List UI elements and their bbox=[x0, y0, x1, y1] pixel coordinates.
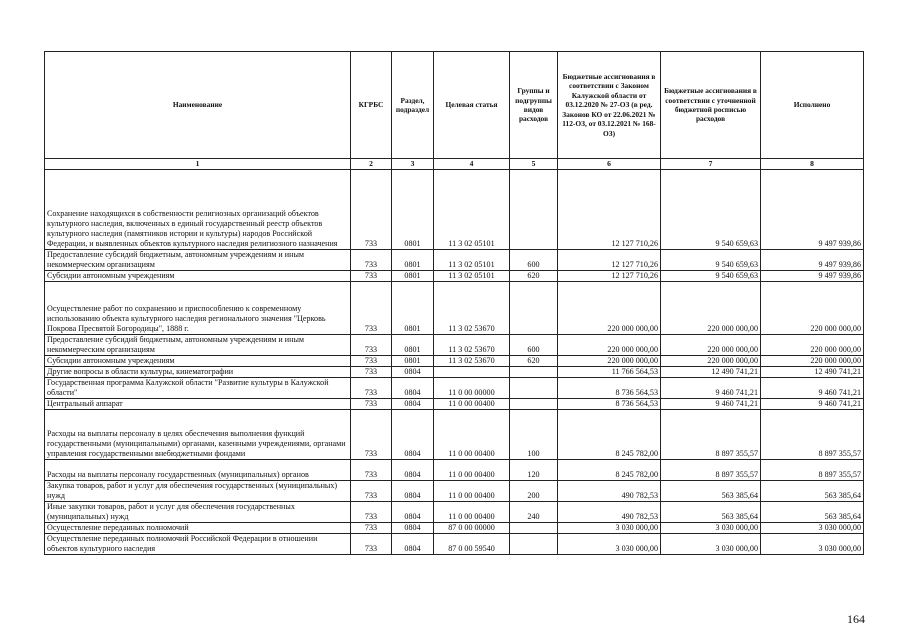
row-law-amount: 12 127 710,26 bbox=[558, 271, 661, 282]
row-law-amount: 8 736 564,53 bbox=[558, 378, 661, 399]
row-name: Расходы на выплаты персоналу в целях обеспечения выполнения функций государственными (муниципальными) органами, казенными учреждениями, органами управления государственными внебюджетными фондами bbox=[45, 410, 351, 460]
row-law-amount: 3 030 000,00 bbox=[558, 523, 661, 534]
row-section: 0801 bbox=[392, 282, 434, 335]
table-row bbox=[45, 170, 864, 250]
row-done-amount: 563 385,64 bbox=[761, 502, 864, 523]
header-law: Бюджетные ассигнования в соответствии с Законом Калужской области от 03.12.2020 № 27-ОЗ (в ред. Законов КО от 22.06.2021 № 112-ОЗ, от 03.12.2021 № 168-ОЗ) bbox=[558, 52, 661, 159]
table-row bbox=[45, 271, 864, 282]
row-section: 0804 bbox=[392, 502, 434, 523]
row-kgrbs: 733 bbox=[351, 271, 392, 282]
header-row bbox=[45, 52, 864, 159]
table-row bbox=[45, 460, 864, 481]
row-budget-amount: 9 460 741,21 bbox=[661, 378, 761, 399]
row-name: Предоставление субсидий бюджетным, автономным учреждениям и иным некоммерческим организациям bbox=[45, 250, 351, 271]
column-number-row bbox=[45, 159, 864, 170]
row-done-amount: 9 460 741,21 bbox=[761, 399, 864, 410]
row-target: 11 0 00 00400 bbox=[434, 410, 510, 460]
table-row bbox=[45, 502, 864, 523]
row-kgrbs: 733 bbox=[351, 356, 392, 367]
row-kgrbs: 733 bbox=[351, 282, 392, 335]
row-budget-amount: 9 460 741,21 bbox=[661, 399, 761, 410]
header-budget: Бюджетные ассигнования в соответствии с уточненной бюджетной росписью расходов bbox=[661, 52, 761, 159]
header-name: Наименование bbox=[45, 52, 351, 159]
row-budget-amount: 9 540 659,63 bbox=[661, 250, 761, 271]
row-section: 0804 bbox=[392, 460, 434, 481]
row-budget-amount: 3 030 000,00 bbox=[661, 534, 761, 555]
row-name: Осуществление переданных полномочий bbox=[45, 523, 351, 534]
table-row bbox=[45, 367, 864, 378]
row-target: 11 3 02 05101 bbox=[434, 271, 510, 282]
row-target bbox=[434, 367, 510, 378]
row-group bbox=[510, 534, 558, 555]
row-group: 120 bbox=[510, 460, 558, 481]
row-name: Государственная программа Калужской области "Развитие культуры в Калужской области" bbox=[45, 378, 351, 399]
row-law-amount: 8 245 782,00 bbox=[558, 460, 661, 481]
row-name: Субсидии автономным учреждениям bbox=[45, 356, 351, 367]
row-group bbox=[510, 399, 558, 410]
row-done-amount: 9 497 939,86 bbox=[761, 250, 864, 271]
row-group: 100 bbox=[510, 410, 558, 460]
row-group bbox=[510, 282, 558, 335]
row-law-amount: 3 030 000,00 bbox=[558, 534, 661, 555]
row-section: 0801 bbox=[392, 250, 434, 271]
row-kgrbs: 733 bbox=[351, 367, 392, 378]
row-section: 0804 bbox=[392, 523, 434, 534]
row-section: 0801 bbox=[392, 335, 434, 356]
row-budget-amount: 9 540 659,63 bbox=[661, 271, 761, 282]
row-kgrbs: 733 bbox=[351, 378, 392, 399]
row-done-amount: 9 497 939,86 bbox=[761, 170, 864, 250]
row-section: 0804 bbox=[392, 410, 434, 460]
row-group: 620 bbox=[510, 271, 558, 282]
header-kgrbs: КГРБС bbox=[351, 52, 392, 159]
column-number: 8 bbox=[761, 159, 864, 170]
row-target: 11 3 02 05101 bbox=[434, 250, 510, 271]
row-budget-amount: 9 540 659,63 bbox=[661, 170, 761, 250]
row-law-amount: 12 127 710,26 bbox=[558, 250, 661, 271]
row-law-amount: 490 782,53 bbox=[558, 502, 661, 523]
row-law-amount: 220 000 000,00 bbox=[558, 335, 661, 356]
row-done-amount: 3 030 000,00 bbox=[761, 534, 864, 555]
row-target: 11 0 00 00400 bbox=[434, 481, 510, 502]
column-number: 6 bbox=[558, 159, 661, 170]
page-number: 164 bbox=[847, 612, 865, 626]
row-done-amount: 3 030 000,00 bbox=[761, 523, 864, 534]
column-number: 2 bbox=[351, 159, 392, 170]
table-row bbox=[45, 378, 864, 399]
table-row bbox=[45, 282, 864, 335]
budget-table bbox=[44, 51, 864, 555]
row-budget-amount: 12 490 741,21 bbox=[661, 367, 761, 378]
row-name: Иные закупки товаров, работ и услуг для обеспечения государственных (муниципальных) нужд bbox=[45, 502, 351, 523]
row-budget-amount: 563 385,64 bbox=[661, 502, 761, 523]
column-number: 1 bbox=[45, 159, 351, 170]
row-group bbox=[510, 367, 558, 378]
column-number: 5 bbox=[510, 159, 558, 170]
table-row bbox=[45, 523, 864, 534]
header-groups: Группы и подгруппы видов расходов bbox=[510, 52, 558, 159]
row-kgrbs: 733 bbox=[351, 335, 392, 356]
row-group: 620 bbox=[510, 356, 558, 367]
row-name: Расходы на выплаты персоналу государственных (муниципальных) органов bbox=[45, 460, 351, 481]
row-kgrbs: 733 bbox=[351, 399, 392, 410]
table-row bbox=[45, 410, 864, 460]
row-done-amount: 220 000 000,00 bbox=[761, 335, 864, 356]
row-kgrbs: 733 bbox=[351, 502, 392, 523]
row-target: 11 3 02 05101 bbox=[434, 170, 510, 250]
row-name: Осуществление переданных полномочий Российской Федерации в отношении объектов культурного наследия bbox=[45, 534, 351, 555]
row-kgrbs: 733 bbox=[351, 410, 392, 460]
table-row bbox=[45, 481, 864, 502]
row-budget-amount: 220 000 000,00 bbox=[661, 282, 761, 335]
table-row bbox=[45, 250, 864, 271]
row-target: 87 0 00 00000 bbox=[434, 523, 510, 534]
row-name: Другие вопросы в области культуры, кинематографии bbox=[45, 367, 351, 378]
row-done-amount: 12 490 741,21 bbox=[761, 367, 864, 378]
row-law-amount: 11 766 564,53 bbox=[558, 367, 661, 378]
row-kgrbs: 733 bbox=[351, 481, 392, 502]
row-name: Предоставление субсидий бюджетным, автономным учреждениям и иным некоммерческим организациям bbox=[45, 335, 351, 356]
row-kgrbs: 733 bbox=[351, 170, 392, 250]
header-section: Раздел, подраздел bbox=[392, 52, 434, 159]
row-law-amount: 8 736 564,53 bbox=[558, 399, 661, 410]
row-target: 11 0 00 00400 bbox=[434, 502, 510, 523]
row-budget-amount: 220 000 000,00 bbox=[661, 356, 761, 367]
row-section: 0804 bbox=[392, 367, 434, 378]
row-kgrbs: 733 bbox=[351, 523, 392, 534]
row-group bbox=[510, 170, 558, 250]
row-group bbox=[510, 523, 558, 534]
row-kgrbs: 733 bbox=[351, 460, 392, 481]
row-kgrbs: 733 bbox=[351, 534, 392, 555]
row-budget-amount: 8 897 355,57 bbox=[661, 410, 761, 460]
column-number: 3 bbox=[392, 159, 434, 170]
row-group: 240 bbox=[510, 502, 558, 523]
row-budget-amount: 8 897 355,57 bbox=[661, 460, 761, 481]
row-group bbox=[510, 378, 558, 399]
row-section: 0804 bbox=[392, 378, 434, 399]
row-budget-amount: 563 385,64 bbox=[661, 481, 761, 502]
row-kgrbs: 733 bbox=[351, 250, 392, 271]
row-law-amount: 12 127 710,26 bbox=[558, 170, 661, 250]
row-target: 11 3 02 53670 bbox=[434, 282, 510, 335]
row-name: Осуществление работ по сохранению и приспособлению к современному использованию объекта культурного наследия регионального значения "Церковь Покрова Пресвятой Богородицы", 1888 г. bbox=[45, 282, 351, 335]
row-name: Закупка товаров, работ и услуг для обеспечения государственных (муниципальных) нужд bbox=[45, 481, 351, 502]
row-law-amount: 8 245 782,00 bbox=[558, 410, 661, 460]
column-number: 4 bbox=[434, 159, 510, 170]
row-section: 0801 bbox=[392, 356, 434, 367]
row-target: 11 3 02 53670 bbox=[434, 356, 510, 367]
table-row bbox=[45, 335, 864, 356]
row-target: 11 3 02 53670 bbox=[434, 335, 510, 356]
row-budget-amount: 220 000 000,00 bbox=[661, 335, 761, 356]
row-group: 600 bbox=[510, 335, 558, 356]
row-section: 0801 bbox=[392, 170, 434, 250]
row-group: 600 bbox=[510, 250, 558, 271]
row-name: Субсидии автономным учреждениям bbox=[45, 271, 351, 282]
column-number: 7 bbox=[661, 159, 761, 170]
table-row bbox=[45, 399, 864, 410]
row-budget-amount: 3 030 000,00 bbox=[661, 523, 761, 534]
table-row bbox=[45, 534, 864, 555]
row-done-amount: 8 897 355,57 bbox=[761, 410, 864, 460]
row-law-amount: 490 782,53 bbox=[558, 481, 661, 502]
row-section: 0804 bbox=[392, 481, 434, 502]
row-done-amount: 8 897 355,57 bbox=[761, 460, 864, 481]
row-done-amount: 9 460 741,21 bbox=[761, 378, 864, 399]
table-row bbox=[45, 356, 864, 367]
row-target: 11 0 00 00000 bbox=[434, 378, 510, 399]
header-target: Целевая статья bbox=[434, 52, 510, 159]
row-target: 11 0 00 00400 bbox=[434, 460, 510, 481]
row-name: Сохранение находящихся в собственности религиозных организаций объектов культурного наследия, включенных в единый государственный реестр объектов культурного наследия (памятников истории и культуры) народов Российской Федерации, и выявленных объектов культурного наследия религиозного назначения bbox=[45, 170, 351, 250]
row-group: 200 bbox=[510, 481, 558, 502]
row-section: 0804 bbox=[392, 399, 434, 410]
row-done-amount: 220 000 000,00 bbox=[761, 356, 864, 367]
row-law-amount: 220 000 000,00 bbox=[558, 356, 661, 367]
row-name: Центральный аппарат bbox=[45, 399, 351, 410]
row-law-amount: 220 000 000,00 bbox=[558, 282, 661, 335]
row-done-amount: 220 000 000,00 bbox=[761, 282, 864, 335]
row-target: 87 0 00 59540 bbox=[434, 534, 510, 555]
row-done-amount: 563 385,64 bbox=[761, 481, 864, 502]
row-section: 0804 bbox=[392, 534, 434, 555]
row-done-amount: 9 497 939,86 bbox=[761, 271, 864, 282]
header-done: Исполнено bbox=[761, 52, 864, 159]
row-section: 0801 bbox=[392, 271, 434, 282]
row-target: 11 0 00 00400 bbox=[434, 399, 510, 410]
